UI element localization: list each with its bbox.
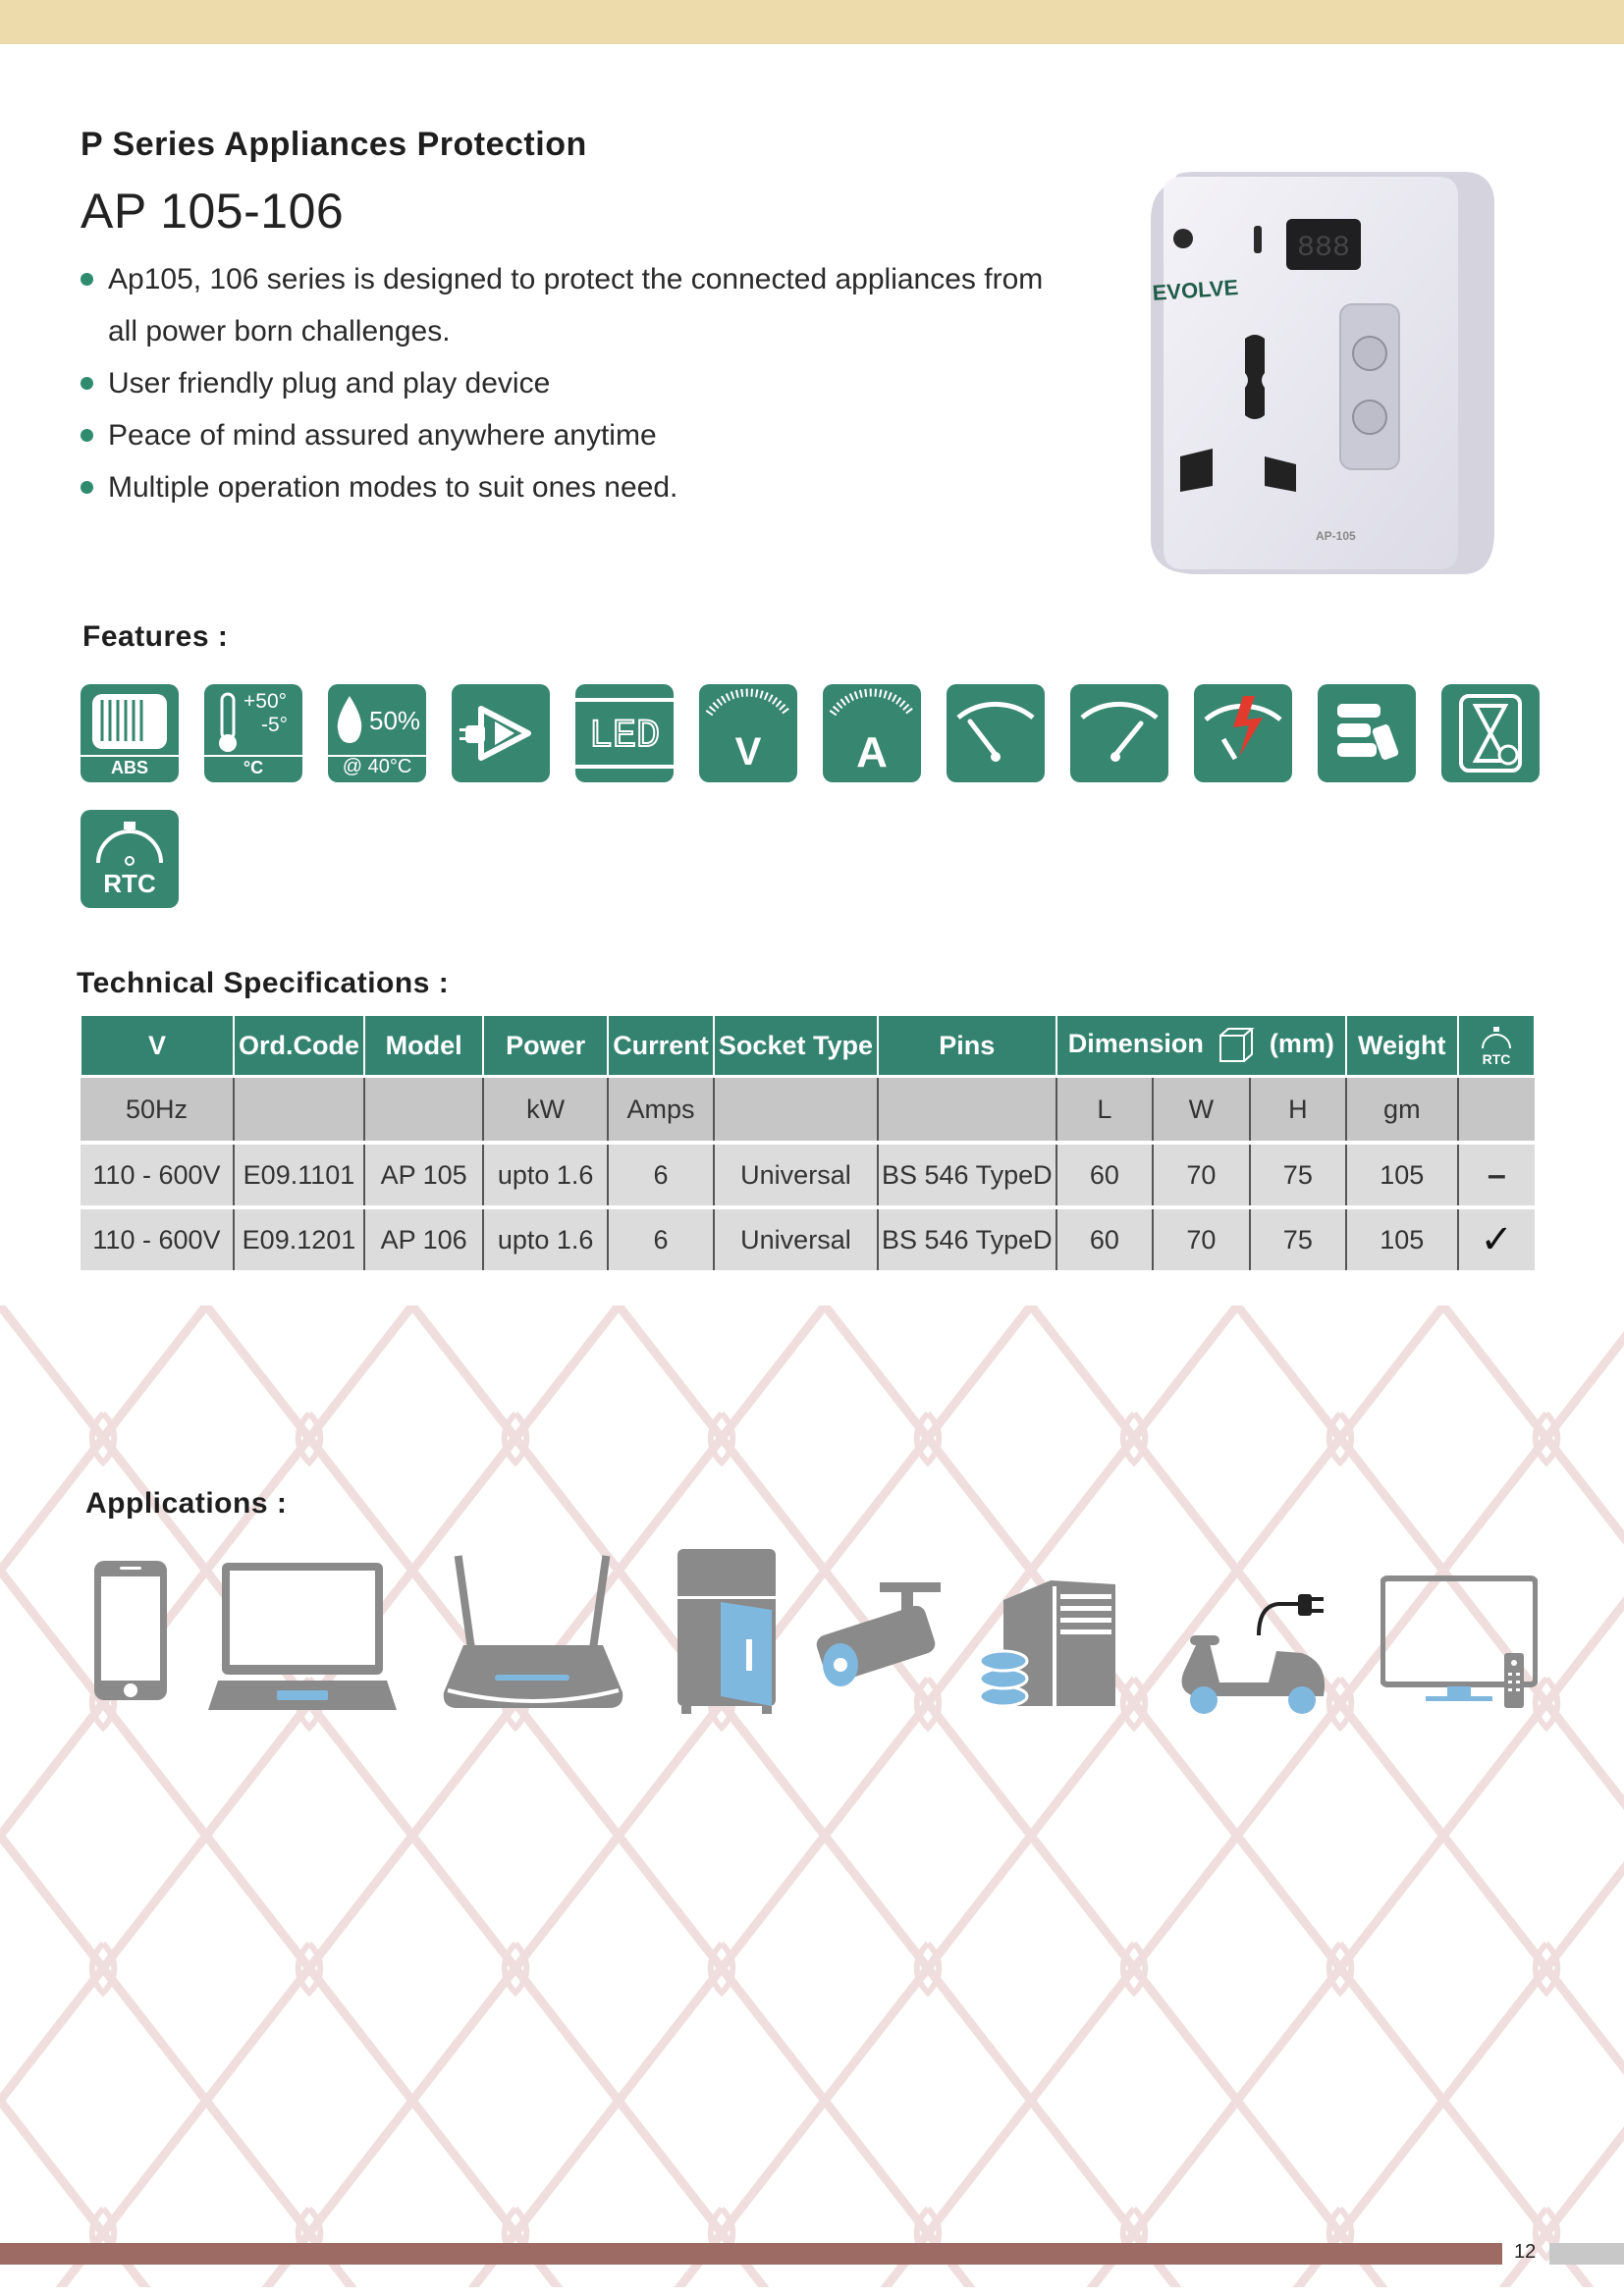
page-number: 12 (1514, 2241, 1537, 2263)
svg-text:A: A (856, 728, 888, 776)
col-current: Current (608, 1015, 714, 1077)
svg-text:RTC: RTC (1482, 1051, 1511, 1067)
bullet-item: Peace of mind assured anywhere anytime (81, 409, 1062, 461)
product-image (1139, 162, 1502, 584)
svg-text:V: V (734, 730, 762, 774)
plug-and-play-icon (452, 684, 550, 782)
spec-header-row (81, 1015, 1535, 1077)
col-power: Power (483, 1015, 608, 1077)
col-weight: Weight (1346, 1015, 1457, 1077)
rtc-icon: RTC (81, 810, 179, 908)
television-icon (1380, 1575, 1538, 1712)
abs-icon: ABS (81, 684, 179, 782)
svg-text:LED: LED (588, 715, 661, 759)
server-icon (978, 1580, 1119, 1714)
bullet-dot-icon (81, 429, 93, 442)
electric-scooter-icon (1174, 1580, 1331, 1714)
table-row: 110 - 600V E09.1101 AP 105 upto 1.6 6 Universal BS 546 TypeD 60 70 75 105 – (81, 1143, 1535, 1207)
led-display-icon (575, 684, 674, 782)
humidity-icon: 50% @ 40°C (328, 684, 426, 782)
applications-heading: Applications : (85, 1487, 288, 1520)
bullet-dot-icon (81, 377, 93, 390)
spec-unit-row: 50Hz kW Amps L W H gm (81, 1077, 1535, 1144)
high-voltage-gauge-icon (1070, 684, 1168, 782)
surge-protection-icon (1194, 684, 1292, 782)
specs-heading: Technical Specifications : (77, 967, 450, 999)
low-voltage-gauge-icon (947, 684, 1045, 782)
bullet-item: Multiple operation modes to suit ones need. (81, 461, 1062, 513)
voltmeter-icon (699, 684, 797, 782)
col-dimension: Dimension (mm) (1056, 1015, 1346, 1077)
time-delay-icon (1441, 684, 1540, 782)
ammeter-icon (823, 684, 921, 782)
intro-bullet-list (81, 253, 1062, 513)
series-title: P Series Appliances Protection (81, 126, 587, 163)
operation-modes-icon (1318, 684, 1416, 782)
rtc-header-icon (1475, 1023, 1518, 1068)
bullet-dot-icon (81, 481, 93, 494)
cctv-camera-icon (811, 1578, 943, 1692)
col-voltage: V (81, 1015, 234, 1077)
col-socket-type: Socket Type (714, 1015, 878, 1077)
footer-bar-right (1549, 2243, 1624, 2265)
col-order-code: Ord.Code (234, 1015, 364, 1077)
model-title: AP 105-106 (81, 184, 345, 239)
temperature-icon: +50° -5° °C (204, 684, 302, 782)
product-display-digits: 888 (1296, 232, 1351, 265)
spec-table (80, 1014, 1536, 1270)
rtc-check-mark: ✓ (1458, 1207, 1535, 1270)
col-pins: Pins (878, 1015, 1056, 1077)
laptop-icon (208, 1561, 397, 1714)
product-model-label: AP-105 (1316, 529, 1356, 543)
bullet-item: Ap105, 106 series is designed to protect the connected appliances from all power born challenges. (81, 253, 1062, 357)
bullet-item: User friendly plug and play device (81, 357, 1062, 409)
col-rtc (1458, 1015, 1535, 1077)
box-dimension-icon (1217, 1026, 1256, 1065)
footer-bar (0, 2243, 1502, 2265)
col-model: Model (364, 1015, 483, 1077)
wifi-router-icon (442, 1555, 624, 1714)
refrigerator-icon (676, 1549, 778, 1714)
table-row: 110 - 600V E09.1201 AP 106 upto 1.6 6 Universal BS 546 TypeD 60 70 75 105 ✓ (81, 1207, 1535, 1270)
product-brand-logo: EVOLVE (1151, 274, 1240, 306)
bullet-dot-icon (81, 273, 93, 286)
smartphone-icon (92, 1559, 171, 1702)
features-heading: Features : (82, 620, 229, 653)
rtc-no-mark: – (1458, 1143, 1535, 1207)
chain-link-background (0, 1306, 1624, 2287)
top-color-band (0, 0, 1624, 44)
